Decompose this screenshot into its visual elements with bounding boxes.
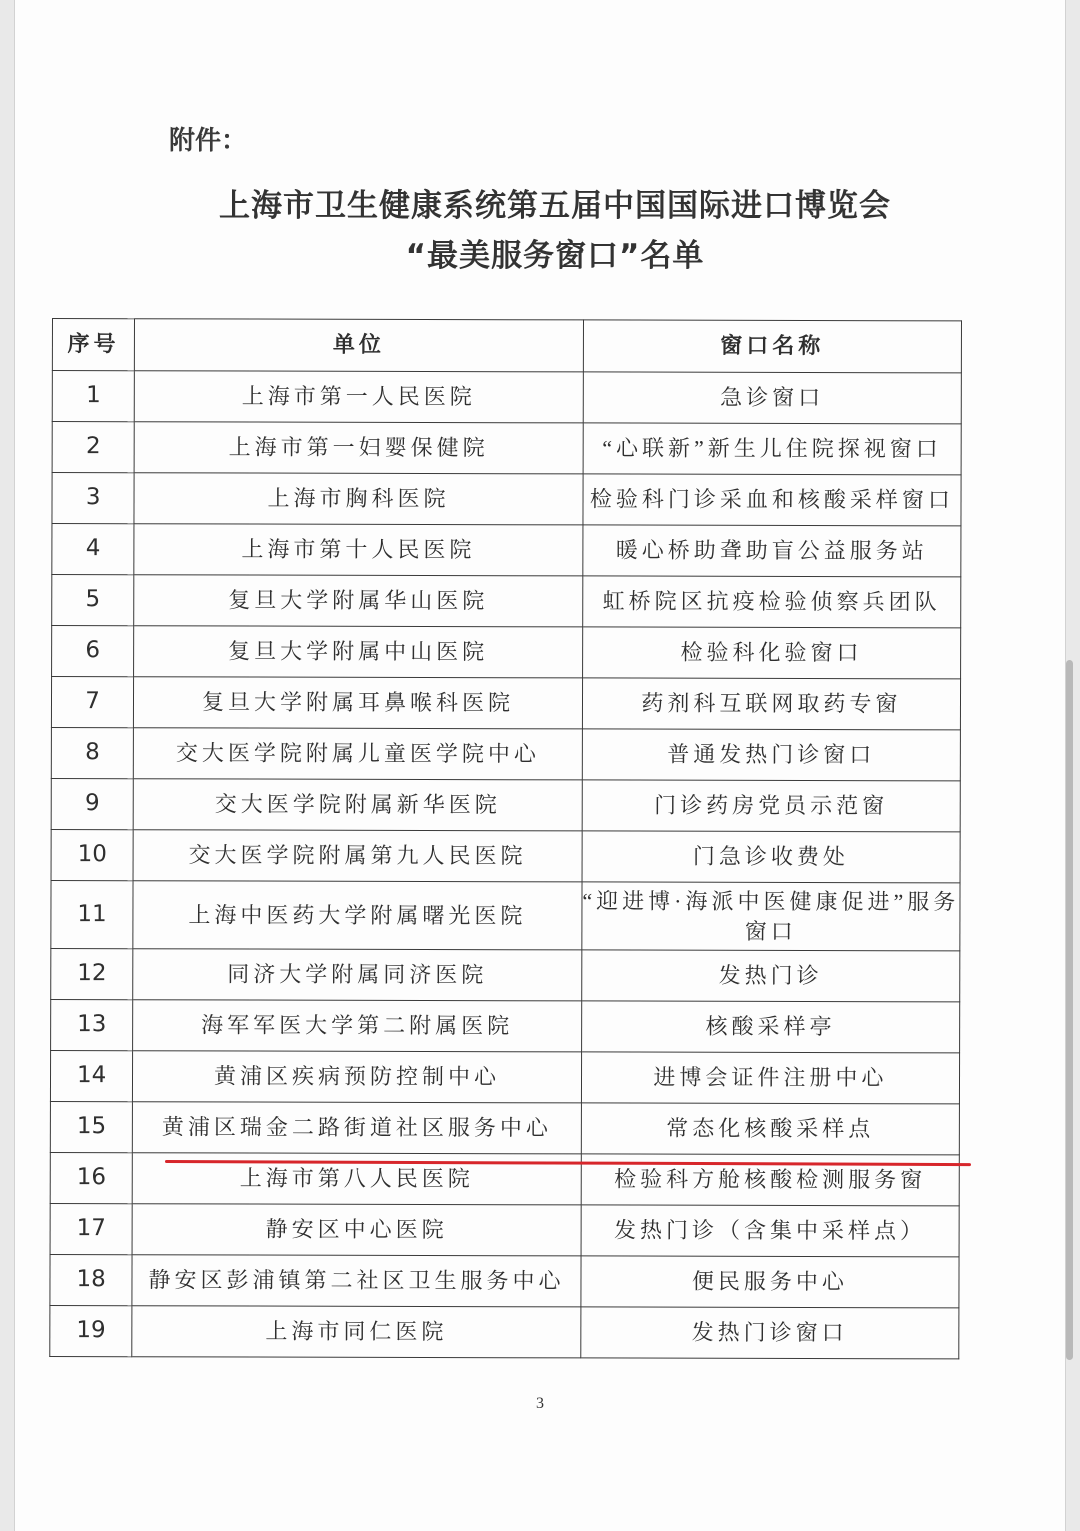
row-window-name: 普通发热门诊窗口 [582, 729, 960, 781]
row-window-name: 发热门诊（含集中采样点） [581, 1205, 959, 1257]
row-serial-number: 2 [52, 422, 134, 473]
row-unit-name: 交大医学院附属儿童医学院中心 [134, 728, 583, 780]
table-row [52, 422, 961, 475]
row-serial-number: 13 [51, 999, 133, 1050]
table-row [52, 371, 961, 424]
table-row [51, 727, 960, 780]
table-row [50, 1305, 959, 1358]
table-header-row [52, 319, 961, 373]
row-serial-number: 7 [51, 677, 133, 728]
attachment-label: 附件： [169, 126, 248, 156]
row-unit-name: 交大医学院附属新华医院 [133, 779, 582, 831]
row-window-name: 急诊窗口 [583, 372, 961, 424]
table-row [52, 524, 961, 577]
row-unit-name: 复旦大学附属华山医院 [134, 575, 583, 627]
row-window-name: “迎进博·海派中医健康促进”服务窗口 [582, 882, 960, 951]
row-unit-name: 上海市第八人民医院 [132, 1153, 581, 1205]
table-row [51, 948, 960, 1001]
header-window-name: 窗口名称 [583, 320, 961, 373]
row-unit-name: 黄浦区瑞金二路街道社区服务中心 [133, 1102, 582, 1154]
row-serial-number: 12 [51, 948, 133, 999]
row-window-name: 核酸采样亭 [581, 1001, 959, 1053]
table-row [50, 1254, 959, 1307]
row-serial-number: 16 [50, 1152, 132, 1203]
row-unit-name: 上海市第一人民医院 [134, 371, 583, 423]
row-serial-number: 14 [50, 1050, 132, 1101]
row-window-name: 虹桥院区抗疫检验侦察兵团队 [582, 576, 960, 628]
row-unit-name: 上海中医药大学附属曙光医院 [133, 881, 582, 950]
row-window-name: 检验科门诊采血和核酸采样窗口 [583, 474, 961, 526]
row-serial-number: 1 [52, 371, 134, 422]
row-serial-number: 4 [52, 524, 134, 575]
table-row [51, 677, 960, 730]
row-unit-name: 上海市第十人民医院 [134, 524, 583, 576]
row-window-name: 便民服务中心 [581, 1256, 959, 1308]
row-serial-number: 19 [50, 1305, 132, 1356]
table-row [50, 1101, 959, 1154]
table-row [50, 1050, 959, 1103]
row-window-name: 检验科方舱核酸检测服务窗 [581, 1154, 959, 1206]
row-window-name: 发热门诊 [581, 950, 959, 1002]
row-serial-number: 8 [51, 727, 133, 778]
table-row [52, 575, 961, 628]
header-unit: 单位 [135, 319, 584, 372]
row-window-name: 药剂科互联网取药专窗 [582, 678, 960, 730]
table-row [51, 778, 960, 831]
award-list-table [49, 318, 962, 1359]
row-window-name: 门诊药房党员示范窗 [582, 780, 960, 832]
table-row [51, 999, 960, 1052]
row-window-name: 进博会证件注册中心 [581, 1052, 959, 1104]
row-window-name: 门急诊收费处 [582, 831, 960, 883]
row-window-name: 发热门诊窗口 [581, 1307, 959, 1359]
row-serial-number: 5 [52, 575, 134, 626]
row-serial-number: 10 [51, 829, 133, 880]
header-serial-number: 序号 [52, 319, 134, 371]
document-title-line1: 上海市卫生健康系统第五届中国国际进口博览会 [219, 188, 891, 224]
row-unit-name: 同济大学附属同济医院 [133, 949, 582, 1001]
row-window-name: 暖心桥助聋助盲公益服务站 [583, 525, 961, 577]
row-unit-name: 上海市胸科医院 [134, 473, 583, 525]
page-number: 3 [536, 1395, 544, 1412]
table-row [52, 473, 961, 526]
row-unit-name: 复旦大学附属耳鼻喉科医院 [134, 677, 583, 729]
row-unit-name: 黄浦区疾病预防控制中心 [133, 1051, 582, 1103]
table-row [51, 880, 960, 950]
row-unit-name: 上海市同仁医院 [132, 1306, 581, 1358]
table-row [50, 1203, 959, 1256]
row-serial-number: 17 [50, 1203, 132, 1254]
table-row [52, 626, 961, 679]
row-unit-name: 交大医学院附属第九人民医院 [133, 830, 582, 882]
table-row [51, 829, 960, 882]
row-serial-number: 11 [51, 880, 133, 948]
row-unit-name: 静安区彭浦镇第二社区卫生服务中心 [132, 1255, 581, 1307]
row-window-name: 常态化核酸采样点 [581, 1103, 959, 1155]
row-serial-number: 6 [52, 626, 134, 677]
row-serial-number: 18 [50, 1254, 132, 1305]
row-window-name: “心联新”新生儿住院探视窗口 [583, 423, 961, 475]
row-serial-number: 9 [51, 778, 133, 829]
row-serial-number: 15 [50, 1101, 132, 1152]
row-window-name: 检验科化验窗口 [582, 627, 960, 679]
row-unit-name: 复旦大学附属中山医院 [134, 626, 583, 678]
scrollbar-thumb[interactable] [1066, 660, 1073, 1360]
row-unit-name: 海军军医大学第二附属医院 [133, 1000, 582, 1052]
document-title-line2: “最美服务窗口”名单 [405, 238, 705, 274]
row-serial-number: 3 [52, 473, 134, 524]
row-unit-name: 静安区中心医院 [132, 1204, 581, 1256]
row-unit-name: 上海市第一妇婴保健院 [134, 422, 583, 474]
